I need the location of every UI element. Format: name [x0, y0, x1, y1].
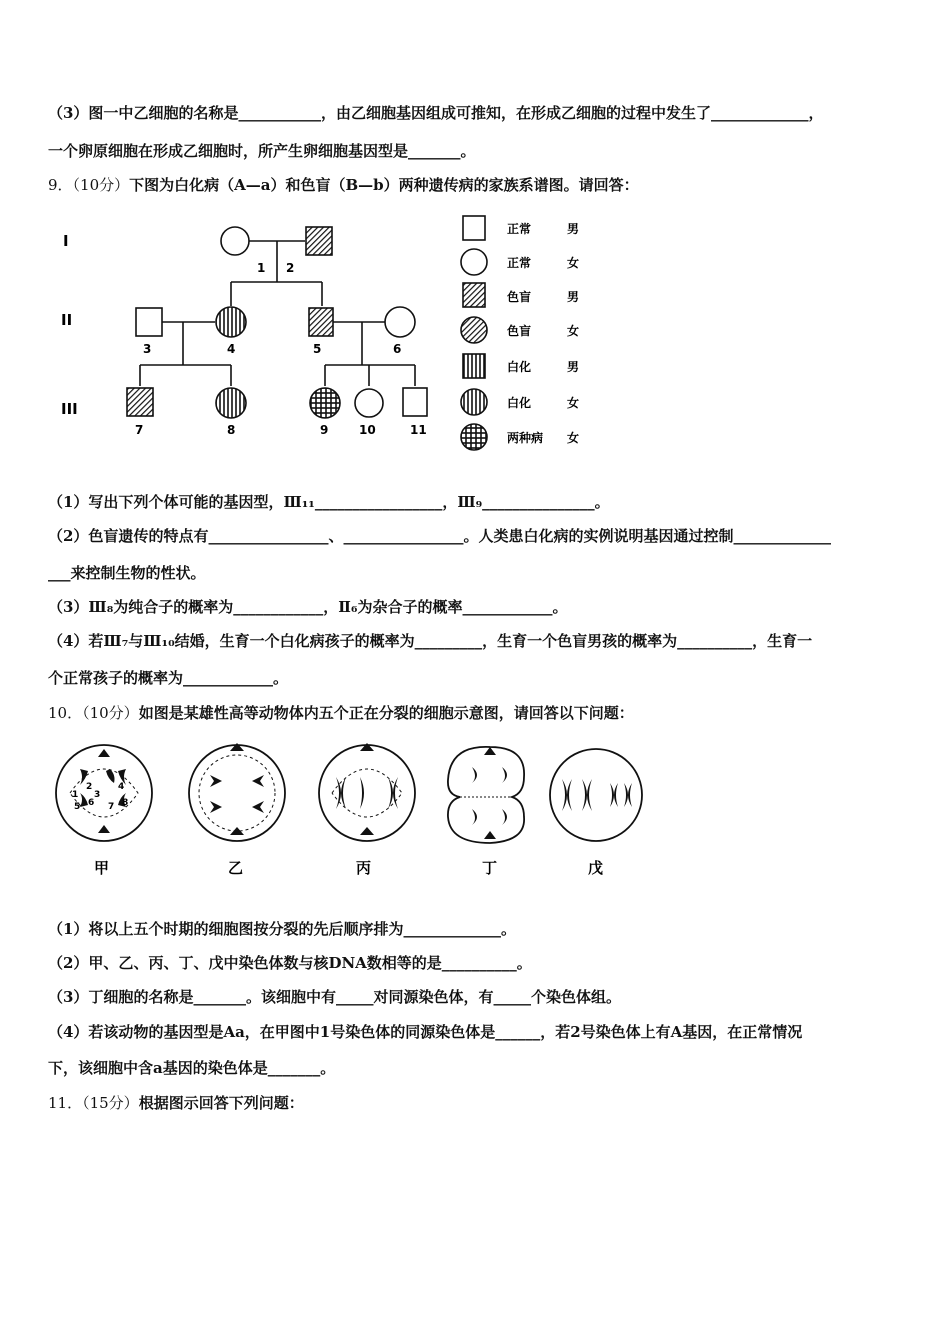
legend-label: 色盲	[507, 290, 532, 304]
legend-label: 正常	[507, 256, 532, 270]
legend-label: 白化	[507, 360, 532, 374]
legend-normal-male-symbol	[463, 216, 485, 240]
individual-I2-colorblind-male	[306, 227, 332, 255]
chromosome-number: 8	[122, 798, 129, 808]
cell-division-figure	[50, 735, 650, 885]
legend-albino-female-symbol	[461, 389, 487, 415]
cell-label-yi: 乙	[228, 859, 244, 877]
legend-colorblind-female-symbol	[461, 317, 487, 343]
legend-label: 两种病	[507, 431, 544, 445]
q9-part2-line2: ___来控制生物的性状。	[48, 564, 206, 582]
individual-III10-normal-female	[355, 389, 383, 417]
q8-part3-line2: 一个卵原细胞在形成乙细胞时，所产生卵细胞基因型是_______。	[48, 142, 476, 160]
chromosome-number: 2	[86, 782, 93, 792]
individual-number: 6	[393, 342, 402, 356]
cell-label-jia: 甲	[94, 859, 110, 877]
q10-part4-line1: （4）若该动物的基因型是Aa，在甲图中1号染色体的同源染色体是______，若2号染色体上有A基因，在正常情况	[48, 1023, 803, 1041]
chromosome-number: 6	[88, 798, 95, 808]
cell-ding-chromosomes	[472, 747, 507, 839]
legend-colorblind-male-symbol	[463, 283, 485, 307]
individual-II6-normal-female	[385, 307, 415, 337]
individual-number: 1	[257, 261, 266, 275]
individual-II5-colorblind-male	[309, 308, 333, 336]
q10-part3: （3）丁细胞的名称是_______。该细胞中有_____对同源染色体，有_____个染色体组。	[48, 988, 621, 1006]
chromosome-number: 3	[94, 790, 101, 800]
cell-label-wu: 戊	[588, 859, 604, 877]
legend-sex: 女	[567, 396, 580, 410]
individual-II3-normal-male	[136, 308, 162, 336]
individual-number: 3	[143, 342, 152, 356]
q11-header	[48, 1093, 304, 1113]
legend-normal-female-symbol	[461, 249, 487, 275]
chromosome-number: 4	[118, 782, 125, 792]
cell-label-bing: 丙	[356, 859, 372, 877]
legend-sex: 女	[567, 256, 580, 270]
individual-number: 8	[227, 423, 236, 437]
chromosome-number: 1	[72, 790, 79, 800]
individual-III9-both-diseases-female	[310, 388, 340, 418]
individual-number: 11	[410, 423, 427, 437]
individual-number: 9	[320, 423, 329, 437]
cell-yi-chromosomes	[210, 743, 264, 835]
cell-bing-membrane	[319, 745, 415, 841]
pedigree-legend	[461, 216, 579, 450]
q9-score: （10分）	[72, 176, 130, 194]
legend-albino-male-symbol	[463, 354, 485, 378]
q9-part3: （3）Ⅲ₈为纯合子的概率为____________，Ⅱ₆为杂合子的概率____________。	[48, 598, 568, 616]
chromosome-number: 5	[74, 802, 81, 812]
legend-sex: 男	[567, 290, 580, 304]
individual-III11-normal-male	[403, 388, 427, 416]
q10-part2: （2）甲、乙、丙、丁、戊中染色体数与核DNA数相等的是__________。	[48, 954, 532, 972]
legend-sex: 男	[567, 360, 580, 374]
q9-part2-line1: （2）色盲遗传的特点有________________、________________。人类患白化病的实例说明基因通过控制_____________	[48, 527, 831, 545]
q10-score: （10分）	[82, 704, 139, 722]
cell-bing-chromosomes	[336, 743, 398, 835]
individual-number: 5	[313, 342, 322, 356]
q9-part4-line1: （4）若Ⅲ₇与Ⅲ₁₀结婚，生育一个白化病孩子的概率为_________，生育一个色盲男孩的概率为__________，生育一	[48, 632, 813, 650]
individual-number: 4	[227, 342, 236, 356]
pedigree-chart	[55, 212, 595, 462]
q8-part3-line1: （3）图一中乙细胞的名称是___________，由乙细胞基因组成可推知，在形成乙细胞的过程中发生了_____________，	[48, 104, 824, 122]
individual-number: 7	[135, 423, 144, 437]
generation-label-I: I	[63, 232, 69, 250]
q11-number: 11．	[48, 1094, 83, 1112]
legend-label: 正常	[507, 222, 532, 236]
q10-part4-line2: 下，该细胞中含a基因的染色体是_______。	[48, 1059, 336, 1077]
q9-part4-line2: 个正常孩子的概率为____________。	[48, 669, 289, 687]
individual-III8-albino-female	[216, 388, 246, 418]
legend-both-diseases-female-symbol	[461, 424, 487, 450]
legend-sex: 女	[567, 324, 580, 338]
legend-sex: 男	[567, 222, 580, 236]
individual-I1-normal-female	[221, 227, 249, 255]
chromosome-number: 7	[108, 802, 115, 812]
cell-label-ding: 丁	[482, 859, 498, 877]
legend-sex: 女	[567, 431, 580, 445]
individual-II4-albino-female	[216, 307, 246, 337]
legend-label: 白化	[507, 396, 532, 410]
q9-header	[48, 175, 639, 195]
cell-yi-nuclear-envelope	[199, 755, 275, 831]
q10-header	[48, 703, 634, 723]
q11-stem: 根据图示回答下列问题：	[138, 1094, 304, 1112]
pedigree-lines	[140, 241, 415, 386]
individual-number: 2	[286, 261, 295, 275]
q9-number: 9．	[48, 176, 73, 194]
generation-label-II: II	[61, 311, 73, 329]
q10-part1: （1）将以上五个时期的细胞图按分裂的先后顺序排为_____________。	[48, 920, 516, 938]
q9-stem: 下图为白化病（A—a）和色盲（B—b）两种遗传病的家族系谱图。请回答：	[129, 176, 639, 194]
cell-wu-chromosomes	[562, 779, 632, 811]
legend-label: 色盲	[507, 324, 532, 338]
q10-number: 10．	[48, 704, 83, 722]
q9-part1: （1）写出下列个体可能的基因型，Ⅲ₁₁_________________，Ⅲ₉_______________。	[48, 493, 610, 511]
individual-III7-colorblind-male	[127, 388, 153, 416]
cell-ding-membrane	[448, 747, 524, 843]
individual-number: 10	[359, 423, 376, 437]
q11-score: （15分）	[82, 1094, 139, 1112]
generation-label-III: III	[61, 400, 78, 418]
q10-stem: 如图是某雄性高等动物体内五个正在分裂的细胞示意图，请回答以下问题：	[138, 704, 634, 722]
cell-yi-membrane	[189, 745, 285, 841]
